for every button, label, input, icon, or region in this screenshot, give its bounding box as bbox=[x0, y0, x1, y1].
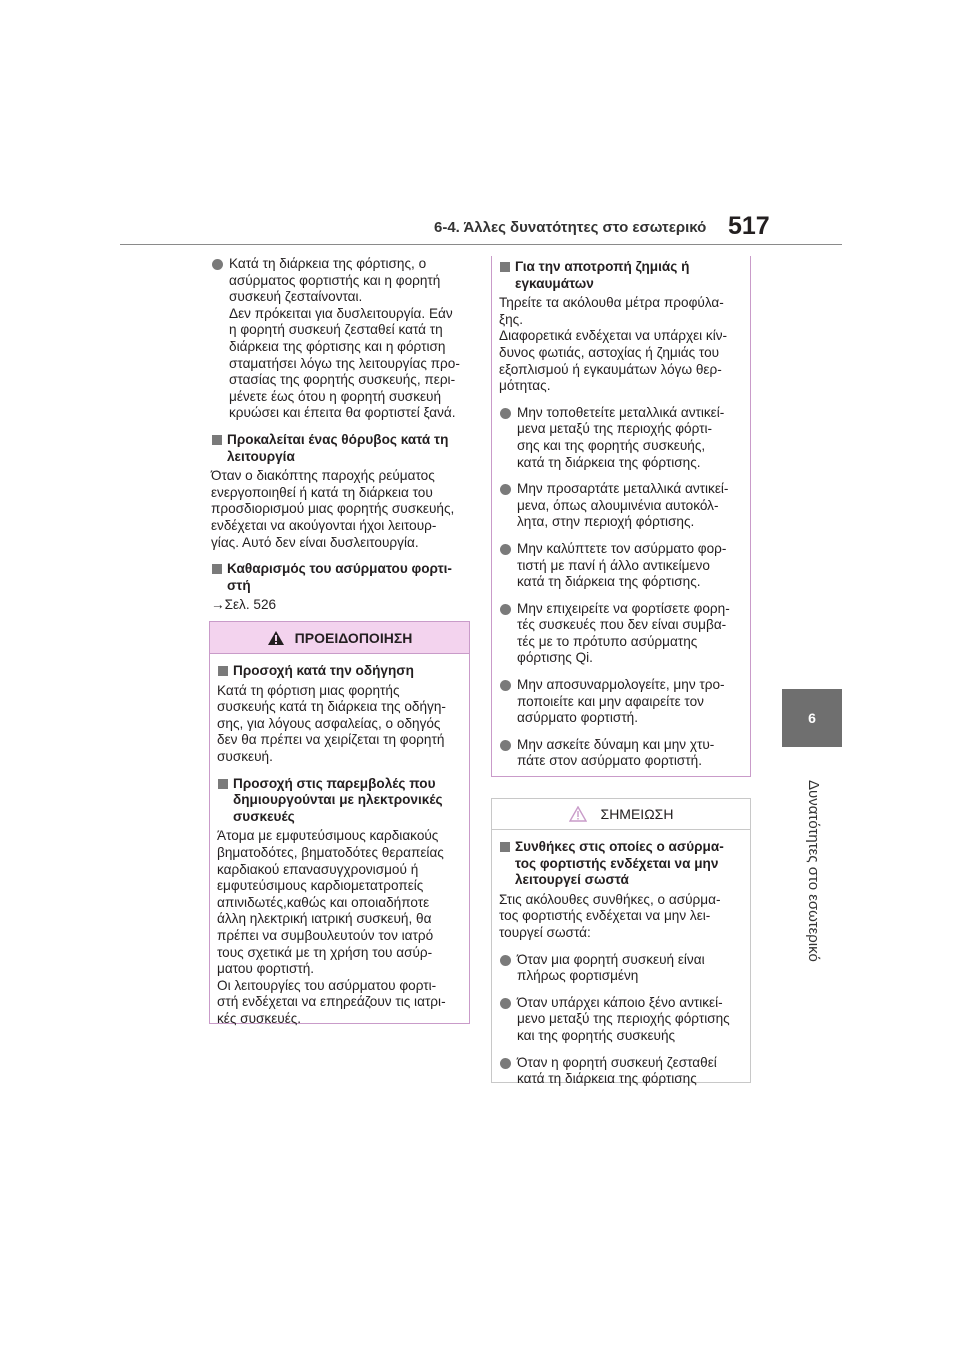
text-line: εγκαυμάτων bbox=[515, 275, 594, 291]
text-line: συσκευή. bbox=[217, 748, 273, 764]
text-line: λειτουργία bbox=[227, 448, 295, 464]
text-line: Όταν μια φορητή συσκευή είναι bbox=[517, 951, 705, 967]
text-line: τουργεί σωστά: bbox=[499, 924, 591, 940]
text-line: προσδιορισμού μιας φορητής συσκευής, bbox=[211, 501, 455, 517]
square-bullet-icon bbox=[212, 564, 222, 574]
text-line: κρυώσει και έπειτα θα φορτιστεί ξανά. bbox=[229, 405, 456, 421]
header-rule bbox=[120, 244, 842, 245]
text-line: απινιδωτές,καθώς και οποιαδήποτε bbox=[217, 894, 430, 910]
section-title bbox=[211, 432, 473, 465]
text-line: ασύρματος φορτιστής και η φορητή bbox=[229, 272, 441, 288]
text-line: τές συσκευές που δεν είναι συμβα- bbox=[517, 617, 727, 633]
section-title bbox=[499, 839, 742, 889]
text-line: φόρτισης Qi. bbox=[517, 650, 593, 666]
caution-triangle-icon bbox=[569, 806, 587, 822]
text-line: Μην ασκείτε δύναμη και μην χτυ- bbox=[517, 736, 715, 752]
text-line: Προκαλείται ένας θόρυβος κατά τη bbox=[227, 431, 449, 447]
text-line: στή bbox=[227, 577, 251, 593]
text-line: άλλη ηλεκτρική ιατρική συσκευή, θα bbox=[217, 911, 432, 927]
bullet-dot-icon bbox=[500, 680, 511, 691]
bullet-dot-icon bbox=[500, 998, 511, 1009]
bullet-dot-icon bbox=[500, 484, 511, 495]
text-line: εμφυτεύσιμους καρδιομετατροπείς bbox=[217, 878, 424, 894]
text-line: Προσοχή στις παρεμβολές που bbox=[233, 775, 436, 791]
bullet-dot-icon bbox=[500, 544, 511, 555]
text-line: Τηρείτε τα ακόλουθα μέτρα προφύλα- bbox=[499, 295, 724, 311]
left-column bbox=[211, 256, 473, 624]
text-line: συσκευής κατά τη διάρκεια της οδήγη- bbox=[217, 699, 446, 715]
text-line: μενα μεταξύ της περιοχής φόρτι- bbox=[517, 421, 713, 437]
text-line: Όταν υπάρχει κάποιο ξένο αντικεί- bbox=[517, 994, 723, 1010]
text-line: ενδέχεται να ακούγονται ήχοι λειτουρ- bbox=[211, 517, 437, 533]
chapter-label: Δυνατότητες στο εσωτερικό bbox=[805, 780, 822, 962]
list-item bbox=[499, 405, 742, 471]
text-line: Μην προσαρτάτε μεταλλικά αντικεί- bbox=[517, 481, 729, 497]
text-line: Στις ακόλουθες συνθήκες, ο ασύρμα- bbox=[499, 891, 721, 907]
bullet-text bbox=[229, 256, 473, 422]
warning-box bbox=[209, 621, 470, 1024]
text-line: Συνθήκες στις οποίες ο ασύρμα- bbox=[515, 839, 724, 854]
section-title bbox=[499, 259, 742, 292]
text-line: διάρκεια της φόρτισης και η φόρτιση bbox=[229, 338, 446, 354]
text-line: Κατά τη διάρκεια της φόρτισης, ο bbox=[229, 256, 427, 271]
note-title: ΣΗΜΕΙΩΣΗ bbox=[492, 799, 750, 830]
text-line: λητα, στην περιοχή φόρτισης. bbox=[517, 514, 695, 530]
list-item bbox=[499, 481, 742, 531]
bullet-dot-icon bbox=[500, 1058, 511, 1069]
square-bullet-icon bbox=[218, 779, 228, 789]
text-line: κατά τη διάρκεια της φόρτισης. bbox=[517, 574, 701, 590]
list-item bbox=[499, 737, 742, 770]
text-line: ματου φορτιστή. bbox=[217, 961, 315, 977]
caution-box bbox=[491, 256, 751, 777]
text-line: μενο μεταξύ της περιοχής φόρτισης bbox=[517, 1011, 730, 1027]
square-bullet-icon bbox=[500, 842, 510, 852]
section-title bbox=[217, 663, 461, 680]
chapter-tab: 6 bbox=[782, 689, 842, 747]
warning-title: ΠΡΟΕΙΔΟΠΟΙΗΣΗ bbox=[210, 622, 469, 654]
text-line: η φορητή συσκευή ζεσταθεί κατά τη bbox=[229, 322, 443, 338]
section-title bbox=[217, 776, 461, 826]
text-line: ασύρματο φορτιστή. bbox=[517, 710, 639, 726]
bullet-text bbox=[517, 601, 742, 667]
text-line: ξης. bbox=[499, 311, 523, 327]
text-line: μενα, όπως αλουμινένια αυτοκόλ- bbox=[517, 497, 719, 513]
text-line: Οι λειτουργίες του ασύρματου φορτι- bbox=[217, 977, 437, 993]
text-line: Μην επιχειρείτε να φορτίσετε φορη- bbox=[517, 600, 730, 616]
text-line: πάτε στον ασύρματο φορτιστή. bbox=[517, 753, 702, 769]
text-line: πρέπει να συμβουλευτούν τον ιατρό bbox=[217, 927, 434, 943]
text-line: κές συσκευές. bbox=[217, 1010, 302, 1026]
bullet-text bbox=[517, 737, 742, 770]
section-title bbox=[211, 561, 473, 594]
list-item bbox=[499, 995, 742, 1045]
text-line: συσκευές bbox=[233, 808, 295, 824]
text-line: καρδιακού επανασυγχρονισμού ή bbox=[217, 861, 419, 877]
square-bullet-icon bbox=[218, 666, 228, 676]
square-bullet-icon bbox=[212, 435, 222, 445]
section-text bbox=[217, 683, 461, 766]
bullet-text bbox=[517, 541, 742, 591]
text-line: Προσοχή κατά την οδήγηση bbox=[233, 663, 414, 678]
section-text bbox=[499, 295, 742, 395]
text-line: Διαφορετικά ενδέχεται να υπάρχει κίν- bbox=[499, 328, 728, 344]
bullet-dot-icon bbox=[500, 408, 511, 419]
text-line: Μην τοποθετείτε μεταλλικά αντικεί- bbox=[517, 404, 725, 420]
text-line: Μην αποσυναρμολογείτε, μην τρο- bbox=[517, 677, 725, 693]
text-line: εξοπλισμού ή εγκαυμάτων λόγω θερ- bbox=[499, 361, 722, 377]
bullet-list bbox=[499, 952, 742, 1088]
list-item bbox=[499, 541, 742, 591]
section-header: 6-4. Άλλες δυνατότητες στο εσωτερικό bbox=[434, 219, 707, 236]
text-line: δυνος φωτιάς, αστοχίας ή ζημιάς του bbox=[499, 344, 720, 360]
text-line: μότητας. bbox=[499, 378, 551, 394]
text-line: σης και της φορητής συσκευής, bbox=[517, 437, 706, 453]
warning-triangle-icon bbox=[267, 630, 285, 646]
text-line: κατά τη διάρκεια της φόρτισης bbox=[517, 1071, 697, 1087]
text-line: Κατά τη φόρτιση μιας φορητής bbox=[217, 682, 400, 698]
page-reference[interactable]: →Σελ. 526 bbox=[211, 597, 277, 613]
bullet-dot-icon bbox=[500, 955, 511, 966]
text-line: στασίας της φορητής συσκευής, περι- bbox=[229, 372, 456, 388]
bullet-dot-icon bbox=[500, 740, 511, 751]
bullet-text bbox=[517, 995, 742, 1045]
note-box bbox=[491, 798, 751, 1087]
section-text bbox=[499, 892, 742, 942]
list-item bbox=[499, 1055, 742, 1088]
bullet-dot-icon bbox=[212, 259, 223, 270]
text-line: και της φορητής συσκευής bbox=[517, 1027, 676, 1043]
text-line: σταματήσει λόγω της λειτουργίας προ- bbox=[229, 355, 460, 371]
text-line: συσκευή ζεσταίνονται. bbox=[229, 289, 363, 305]
text-line: ενεργοποιηθεί ή κατά τη διάρκεια του bbox=[211, 484, 433, 500]
bullet-text bbox=[517, 481, 742, 531]
text-line: τές με το πρότυπο ασύρματης bbox=[517, 633, 698, 649]
text-line: στή ενδέχεται να επηρεάζουν τις ιατρι- bbox=[217, 994, 446, 1010]
text-line: κατά τη διάρκεια της φόρτισης. bbox=[517, 454, 701, 470]
text-line: τος φορτιστής ενδέχεται να μην λει- bbox=[499, 908, 711, 924]
text-line: τος φορτιστής ενδέχεται να μην bbox=[515, 855, 719, 871]
text-line: πλήρως φορτισμένη bbox=[517, 968, 639, 984]
text-line: βηματοδότες, βηματοδότες θεραπείας bbox=[217, 844, 444, 860]
text-line: Καθαρισμός του ασύρματου φορτι- bbox=[227, 561, 452, 577]
text-line: γίας. Αυτό δεν είναι δυσλειτουργία. bbox=[211, 534, 419, 550]
text-line: Για την αποτροπή ζημιάς ή bbox=[515, 259, 690, 274]
bullet-list bbox=[499, 405, 742, 770]
text-line: Μην καλύπτετε τον ασύρματο φορ- bbox=[517, 540, 727, 556]
text-line: Όταν ο διακόπτης παροχής ρεύματος bbox=[211, 468, 435, 484]
text-line: τιστή με πανί ή άλλο αντικείμενο bbox=[517, 557, 710, 573]
list-item bbox=[499, 601, 742, 667]
bullet-text bbox=[517, 1055, 742, 1088]
text-line: λειτουργεί σωστά bbox=[515, 872, 629, 888]
page-number: 517 bbox=[728, 212, 770, 240]
list-item bbox=[499, 952, 742, 985]
section-text bbox=[211, 468, 473, 551]
square-bullet-icon bbox=[500, 262, 510, 272]
list-item bbox=[211, 256, 473, 422]
text-line: Δεν πρόκειται για δυσλειτουργία. Εάν bbox=[229, 305, 453, 321]
text-line: σης, για λόγους ασφαλείας, ο οδηγός bbox=[217, 715, 441, 731]
text-line: δεν θα πρέπει να χειρίζεται τη φορητή bbox=[217, 732, 445, 748]
bullet-text bbox=[517, 405, 742, 471]
text-line: τους σχετικά με τη χρήση του ασύρ- bbox=[217, 944, 433, 960]
list-item bbox=[499, 677, 742, 727]
bullet-text bbox=[517, 952, 742, 985]
text-line: ποποιείτε και μην αφαιρείτε τον bbox=[517, 693, 704, 709]
section-text bbox=[217, 828, 461, 1027]
bullet-dot-icon bbox=[500, 604, 511, 615]
text-line: μένετε έως ότου η φορητή συσκευή bbox=[229, 388, 442, 404]
text-line: Όταν η φορητή συσκευή ζεσταθεί bbox=[517, 1054, 717, 1070]
text-line: Άτομα με εμφυτεύσιμους καρδιακούς bbox=[217, 828, 439, 844]
text-line: δημιουργούνται με ηλεκτρονικές bbox=[233, 792, 443, 808]
bullet-text bbox=[517, 677, 742, 727]
